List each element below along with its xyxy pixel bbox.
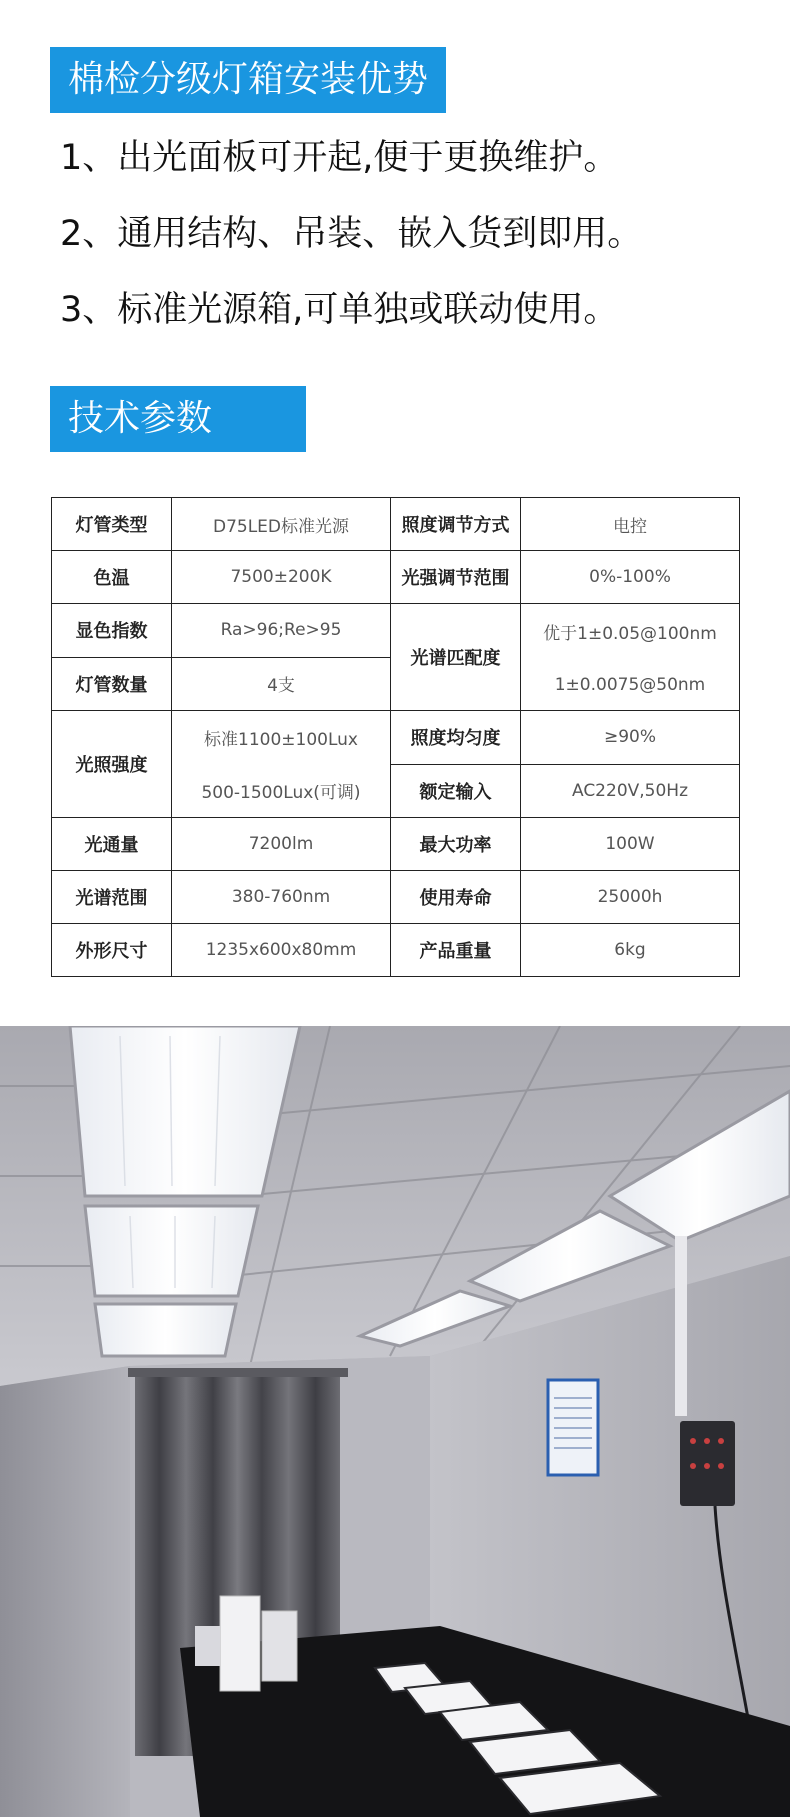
table-row [52,551,740,604]
section-title-advantages: 棉检分级灯箱安装优势 [50,47,446,113]
list-item: 2、通用结构、吊装、嵌入货到即用。 [60,214,643,254]
spec-key: 照度调节方式 [391,498,521,551]
spec-key: 光谱匹配度 [391,604,521,711]
spec-key: 外形尺寸 [52,924,172,977]
spec-value: Ra>96;Re>95 [172,604,391,658]
spec-table [51,497,740,977]
list-item: 1、出光面板可开起,便于更换维护。 [60,138,619,178]
table-row [52,711,740,765]
spec-value: ≥90% [521,711,740,765]
spec-key: 光照强度 [52,711,172,818]
spec-key: 灯管类型 [52,498,172,551]
spec-key: 最大功率 [391,818,521,871]
spec-value: 7500±200K [172,551,391,604]
spec-value: 380-760nm [172,871,391,924]
list-item: 3、标准光源箱,可单独或联动使用。 [60,290,619,330]
advantages-list [60,120,642,348]
spec-value [172,711,391,818]
spec-value: 4支 [172,657,391,711]
table-row [52,818,740,871]
spec-value: D75LED标准光源 [172,498,391,551]
spec-key: 色温 [52,551,172,604]
spec-value: 1235x600x80mm [172,924,391,977]
table-row [52,871,740,924]
spec-value: AC220V,50Hz [521,764,740,818]
spec-value-line: 1±0.0075@50nm [554,674,706,695]
spec-key: 光谱范围 [52,871,172,924]
spec-value-line: 优于1±0.05@100nm [543,624,717,645]
spec-key: 产品重量 [391,924,521,977]
spec-value-line: 500-1500Lux(可调) [201,783,361,803]
section-title-specs: 技术参数 [50,386,306,452]
product-installation-photo [0,1026,790,1817]
spec-key: 额定输入 [391,764,521,818]
table-row [52,924,740,977]
spec-key: 显色指数 [52,604,172,658]
spec-value: 6kg [521,924,740,977]
spec-value: 25000h [521,871,740,924]
spec-value: 100W [521,818,740,871]
table-row [52,498,740,551]
spec-value: 0%-100% [521,551,740,604]
spec-value-line: 标准1100±100Lux [204,730,358,750]
spec-key: 照度均匀度 [391,711,521,765]
spec-value: 7200lm [172,818,391,871]
table-row [52,604,740,658]
spec-key: 光强调节范围 [391,551,521,604]
spec-value: 电控 [521,498,740,551]
spec-key: 光通量 [52,818,172,871]
spec-value [521,604,740,711]
spec-key: 灯管数量 [52,657,172,711]
spec-key: 使用寿命 [391,871,521,924]
